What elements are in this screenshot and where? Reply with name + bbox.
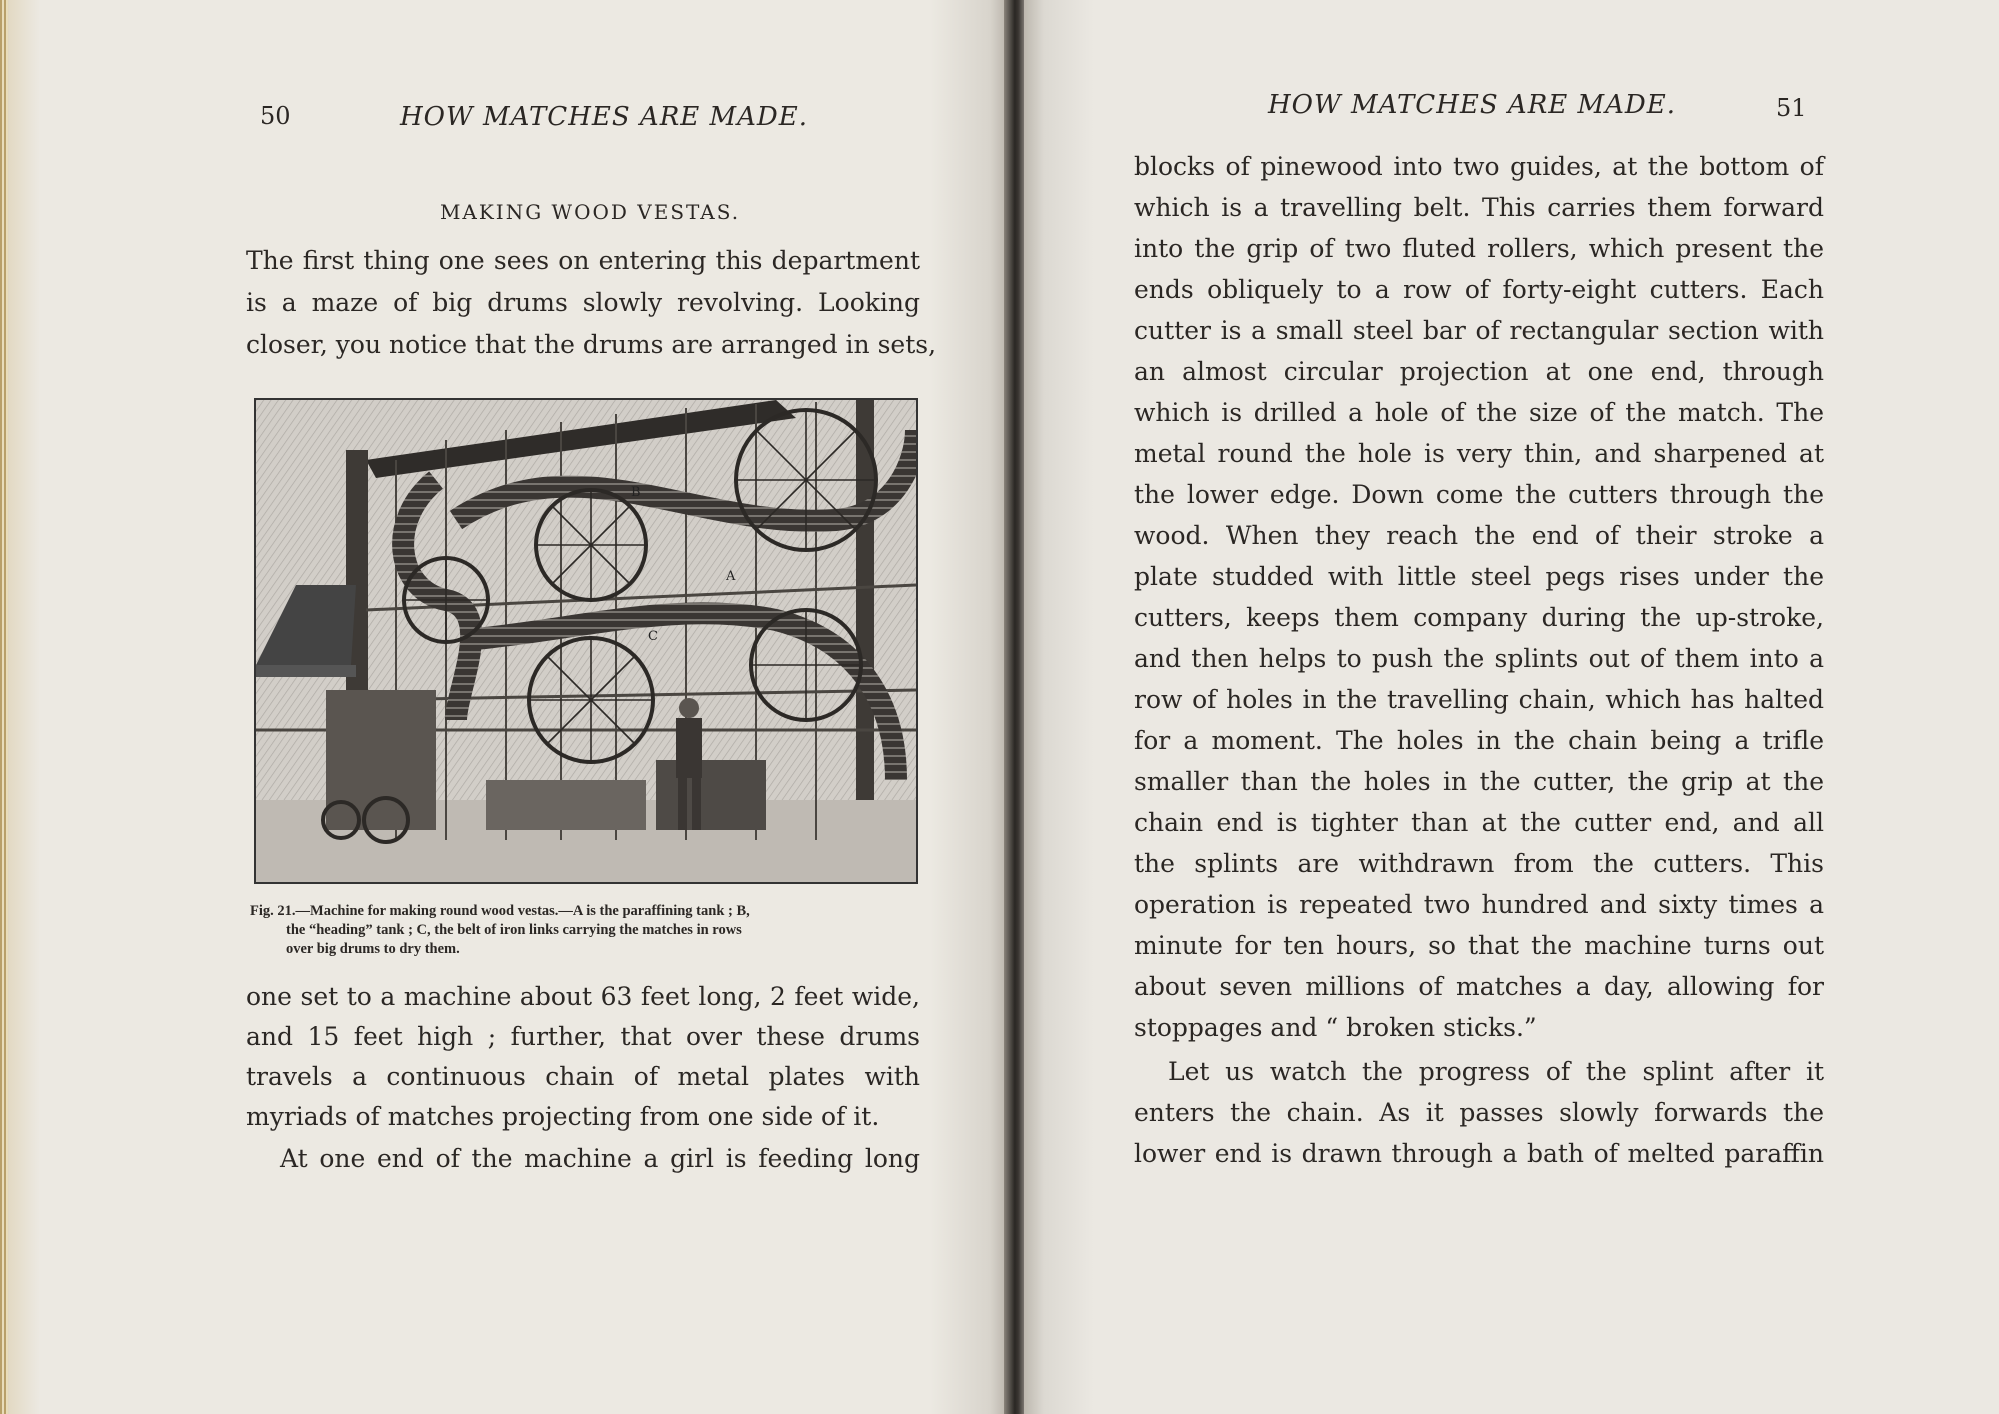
right-page xyxy=(1024,0,1999,1414)
text-line: cutters, keeps them company during the up-stroke, xyxy=(1134,603,1824,632)
text-line: into the grip of two fluted rollers, which present the xyxy=(1134,234,1824,263)
text-line: operation is repeated two hundred and sixty times a xyxy=(1134,890,1824,919)
section-heading: MAKING WOOD VESTAS. xyxy=(439,200,741,224)
text-line: the lower edge. Down come the cutters through the xyxy=(1134,480,1824,509)
text-line: minute for ten hours, so that the machine turns out xyxy=(1134,931,1824,960)
text-line: Let us watch the progress of the splint after it xyxy=(1168,1057,1824,1086)
text-line: and then helps to push the splints out of them into a xyxy=(1134,644,1824,673)
text-line: The first thing one sees on entering this department xyxy=(246,246,920,275)
text-line: metal round the hole is very thin, and sharpened at xyxy=(1134,439,1824,468)
running-head-left: HOW MATCHES ARE MADE. xyxy=(400,102,809,132)
text-line: wood. When they reach the end of their stroke a xyxy=(1134,521,1824,550)
figure-caption-line: Fig. 21.—Machine for making round wood vestas.—A is the paraffining tank ; B, xyxy=(250,903,750,919)
text-line: travels a continuous chain of metal plates with xyxy=(246,1062,920,1091)
text-line: blocks of pinewood into two guides, at the bottom of xyxy=(1134,152,1824,181)
text-line: plate studded with little steel pegs rises under the xyxy=(1134,562,1824,591)
text-line: At one end of the machine a girl is feeding long xyxy=(280,1144,920,1173)
text-line: is a maze of big drums slowly revolving. Looking xyxy=(246,288,920,317)
text-line: closer, you notice that the drums are arranged in sets, xyxy=(246,330,937,359)
figure-label-a: A xyxy=(726,569,736,584)
page-number-left: 50 xyxy=(260,102,291,130)
text-line: chain end is tighter than at the cutter end, and all xyxy=(1134,808,1824,837)
page-edge xyxy=(0,0,8,1414)
text-line: myriads of matches projecting from one side of it. xyxy=(246,1102,880,1131)
text-line: about seven millions of matches a day, allowing for xyxy=(1134,972,1824,1001)
figure-caption-line: over big drums to dry them. xyxy=(286,941,460,957)
engraving xyxy=(256,400,916,882)
text-line: enters the chain. As it passes slowly forwards the xyxy=(1134,1098,1824,1127)
text-line: for a moment. The holes in the chain being a trifle xyxy=(1134,726,1824,755)
text-line: cutter is a small steel bar of rectangular section with xyxy=(1134,316,1824,345)
text-line: and 15 feet high ; further, that over these drums xyxy=(246,1022,920,1051)
text-line: the splints are withdrawn from the cutters. This xyxy=(1134,849,1824,878)
text-line: which is a travelling belt. This carries them forward xyxy=(1134,193,1824,222)
text-line: smaller than the holes in the cutter, the grip at the xyxy=(1134,767,1824,796)
machine-illustration xyxy=(254,398,918,884)
text-line: stoppages and “ broken sticks.” xyxy=(1134,1013,1537,1042)
figure-label-b: B xyxy=(631,485,641,500)
text-line: row of holes in the travelling chain, which has halted xyxy=(1134,685,1824,714)
running-head-right: HOW MATCHES ARE MADE. xyxy=(1268,90,1677,120)
text-line: which is drilled a hole of the size of the match. The xyxy=(1134,398,1824,427)
figure-caption-line: the “heading” tank ; C, the belt of iron links carrying the matches in rows xyxy=(286,922,742,938)
figure-label-c: C xyxy=(648,629,658,644)
text-line: one set to a machine about 63 feet long, 2 feet wide, xyxy=(246,982,920,1011)
text-line: ends obliquely to a row of forty-eight cutters. Each xyxy=(1134,275,1824,304)
text-line: lower end is drawn through a bath of melted paraffin xyxy=(1134,1139,1824,1168)
text-line: an almost circular projection at one end, through xyxy=(1134,357,1824,386)
page-number-right: 51 xyxy=(1776,94,1807,122)
